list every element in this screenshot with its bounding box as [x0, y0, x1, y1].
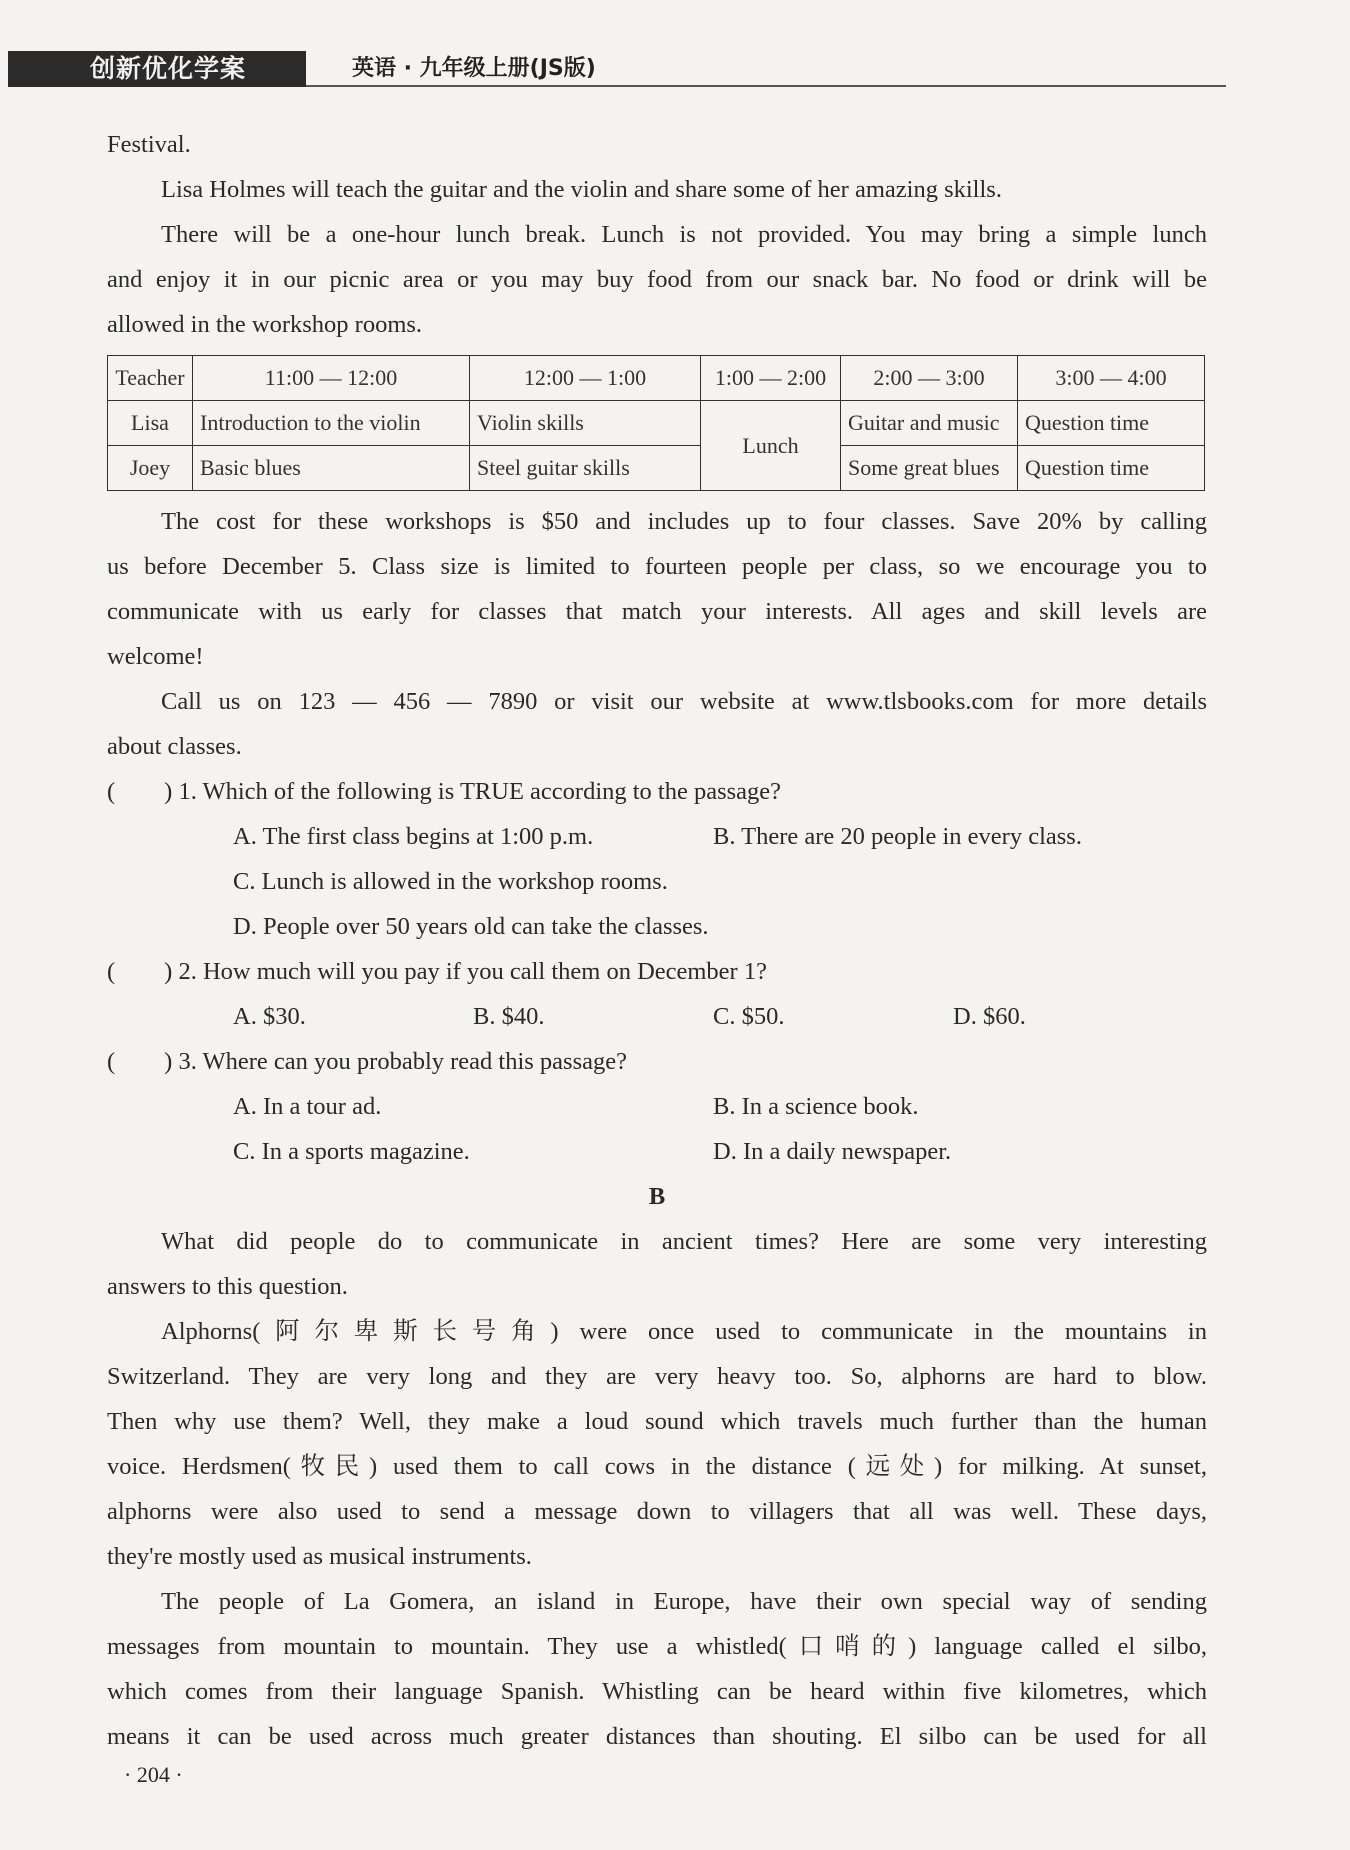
text-line: messages from mountain to mountain. They use a whistled(口哨的) language called el silbo,	[107, 1633, 1207, 1660]
text-line: What did people do to communicate in ancient times? Here are some very interesting	[161, 1228, 1207, 1255]
text-line: Lisa Holmes will teach the guitar and the violin and share some of her amazing skills.	[161, 176, 1002, 203]
option-row	[107, 1129, 1207, 1174]
table-cell: Question time	[1018, 401, 1205, 446]
option-d: D. People over 50 years old can take the classes.	[233, 913, 709, 940]
question-stem: ( ) 2. How much will you pay if you call them on December 1?	[107, 958, 767, 985]
option-a: A. The first class begins at 1:00 p.m.	[233, 823, 594, 850]
teacher-cell: Lisa	[108, 401, 193, 446]
table-header-cell: Teacher	[108, 356, 193, 401]
option-row	[107, 904, 1207, 949]
option-c: C. $50.	[713, 1003, 785, 1030]
option-b: B. $40.	[473, 1003, 545, 1030]
text-line: alphorns were also used to send a message down to villagers that all was well. These days,	[107, 1498, 1207, 1525]
table-cell: Violin skills	[470, 401, 701, 446]
text-line: and enjoy it in our picnic area or you may buy food from our snack bar. No food or drink will be	[107, 266, 1207, 293]
teacher-cell: Joey	[108, 446, 193, 491]
table-row	[108, 446, 1205, 491]
table-cell: Guitar and music	[841, 401, 1018, 446]
table-cell: Introduction to the violin	[193, 401, 470, 446]
workshop-schedule-table	[107, 355, 1205, 491]
page-header	[8, 51, 1208, 87]
table-header-cell: 2:00 — 3:00	[841, 356, 1018, 401]
question-stem: ( ) 3. Where can you probably read this passage?	[107, 1048, 627, 1075]
page-content	[107, 122, 1207, 1759]
table-row	[108, 401, 1205, 446]
option-row	[107, 814, 1207, 859]
text-line: Then why use them? Well, they make a loud sound which travels much further than the human	[107, 1408, 1207, 1435]
question-stem: ( ) 1. Which of the following is TRUE according to the passage?	[107, 778, 782, 805]
option-b: B. In a science book.	[713, 1093, 919, 1120]
text-line: means it can be used across much greater distances than shouting. El silbo can be used for all	[107, 1723, 1207, 1750]
table-cell: Basic blues	[193, 446, 470, 491]
table-header-row	[108, 356, 1205, 401]
table-header-cell: 3:00 — 4:00	[1018, 356, 1205, 401]
text-line: voice. Herdsmen(牧民) used them to call cows in the distance (远处) for milking. At sunset,	[107, 1453, 1207, 1480]
text-line: welcome!	[107, 643, 204, 670]
text-line: communicate with us early for classes that match your interests. All ages and skill levels are	[107, 598, 1207, 625]
table-cell: Steel guitar skills	[470, 446, 701, 491]
option-row	[107, 859, 1207, 904]
header-rule	[306, 85, 1226, 87]
lunch-cell: Lunch	[701, 401, 841, 491]
text-line: Switzerland. They are very long and they are very heavy too. So, alphorns are hard to blow.	[107, 1363, 1207, 1390]
text-line: which comes from their language Spanish. Whistling can be heard within five kilometres, which	[107, 1678, 1207, 1705]
text-line: about classes.	[107, 733, 242, 760]
option-row	[107, 994, 1207, 1039]
text-line: Festival.	[107, 131, 191, 158]
text-line: The people of La Gomera, an island in Europe, have their own special way of sending	[161, 1588, 1207, 1615]
book-title: 英语 · 九年级上册(JS版)	[352, 56, 596, 81]
page-number: · 204 ·	[124, 1762, 183, 1787]
option-d: D. $60.	[953, 1003, 1026, 1030]
option-a: A. In a tour ad.	[233, 1093, 382, 1120]
series-banner: 创新优化学案	[8, 51, 306, 87]
text-line: The cost for these workshops is $50 and includes up to four classes. Save 20% by calling	[161, 508, 1207, 535]
option-row	[107, 1084, 1207, 1129]
table-header-cell: 12:00 — 1:00	[470, 356, 701, 401]
text-line: Call us on 123 — 456 — 7890 or visit our website at www.tlsbooks.com for more details	[161, 688, 1207, 715]
table-cell: Some great blues	[841, 446, 1018, 491]
text-line: they're mostly used as musical instruments.	[107, 1543, 532, 1570]
option-c: C. Lunch is allowed in the workshop rooms.	[233, 868, 668, 895]
text-line: Alphorns(阿尔卑斯长号角) were once used to communicate in the mountains in	[161, 1318, 1207, 1345]
text-line: There will be a one-hour lunch break. Lunch is not provided. You may bring a simple lunch	[161, 221, 1207, 248]
option-b: B. There are 20 people in every class.	[713, 823, 1082, 850]
option-d: D. In a daily newspaper.	[713, 1138, 952, 1165]
table-header-cell: 11:00 — 12:00	[193, 356, 470, 401]
option-c: C. In a sports magazine.	[233, 1138, 470, 1165]
text-line: allowed in the workshop rooms.	[107, 311, 423, 338]
section-title: B	[648, 1183, 666, 1210]
option-a: A. $30.	[233, 1003, 306, 1030]
text-line: us before December 5. Class size is limited to fourteen people per class, so we encourage you to	[107, 553, 1207, 580]
table-cell: Question time	[1018, 446, 1205, 491]
table-header-cell: 1:00 — 2:00	[701, 356, 841, 401]
text-line: answers to this question.	[107, 1273, 348, 1300]
